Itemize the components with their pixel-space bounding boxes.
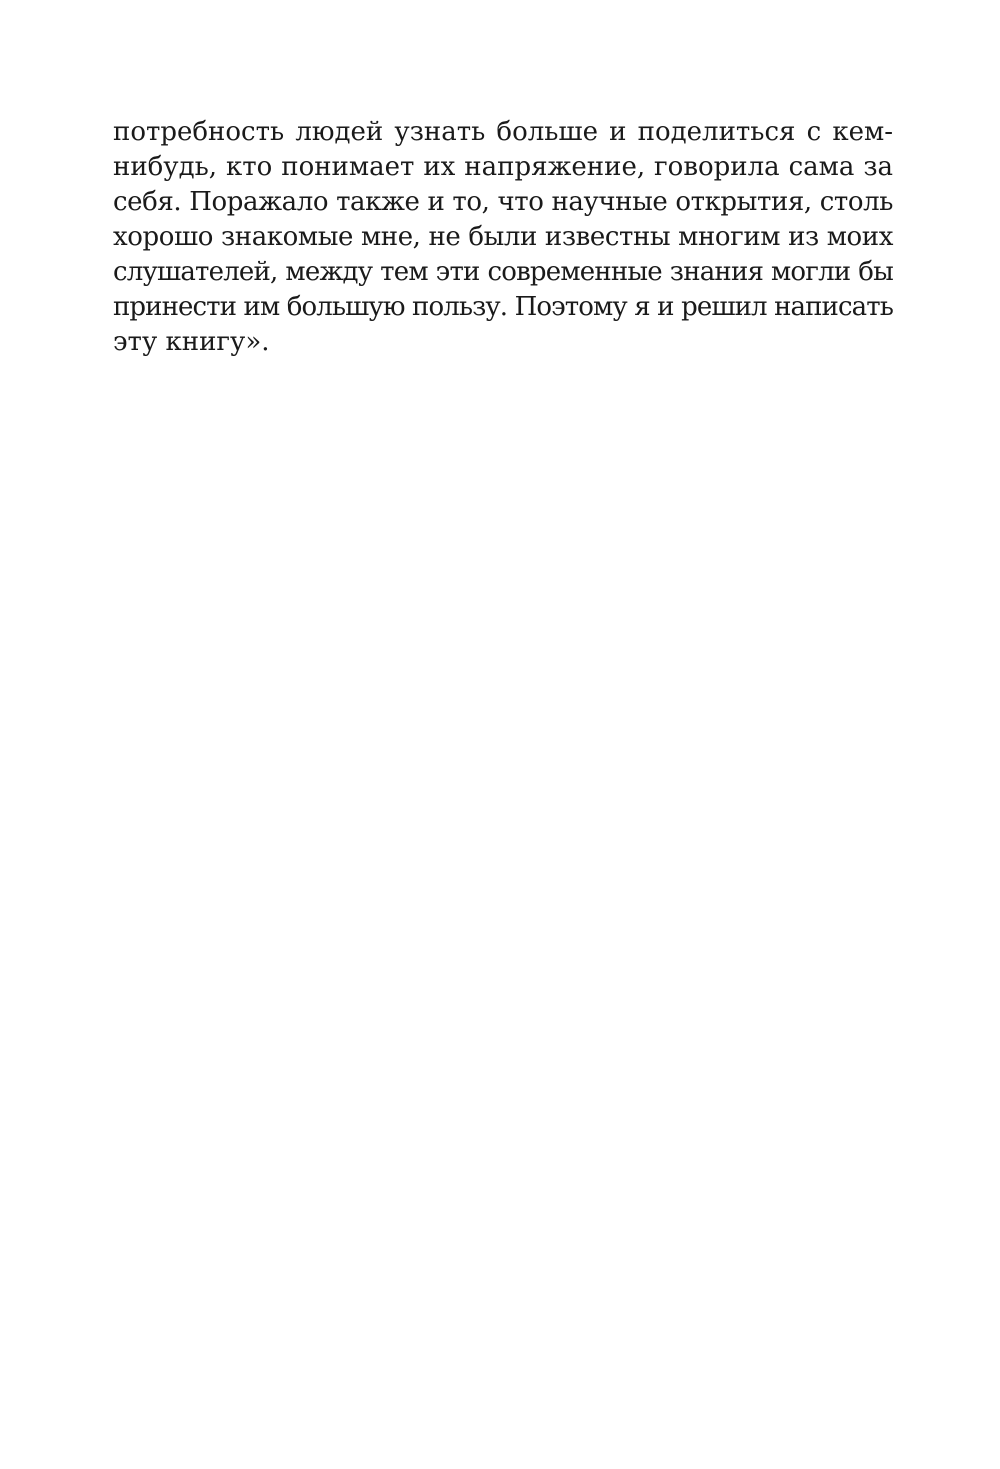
text-line: себя. Поражало также и то, что научные открытия, столь [113, 187, 893, 217]
text-line: эту книгу». [113, 327, 270, 357]
text-line: потребность людей узнать больше и поделиться с кем- [113, 117, 893, 147]
text-line: нибудь, кто понимает их напряжение, говорила сама за [113, 152, 893, 182]
body-paragraph [113, 115, 893, 360]
text-line: слушателей, между тем эти современные знания могли бы [113, 257, 893, 287]
text-line: принести им большую пользу. Поэтому я и решил написать [113, 292, 893, 322]
text-line: хорошо знакомые мне, не были известны многим из моих [113, 222, 893, 252]
